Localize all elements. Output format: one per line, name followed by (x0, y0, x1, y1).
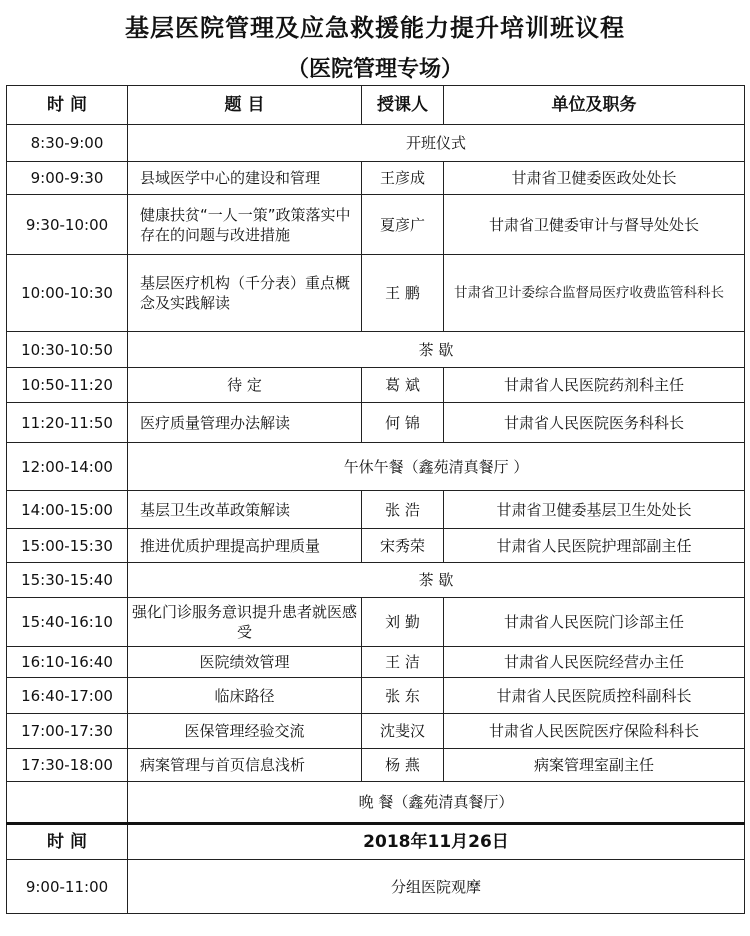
speaker-cell: 夏彦广 (362, 195, 444, 255)
time-cell: 10:30-10:50 (7, 332, 128, 368)
table-row (7, 162, 745, 195)
speaker-cell: 宋秀荣 (362, 529, 444, 563)
table-row (7, 443, 745, 491)
speaker-cell: 刘 勤 (362, 598, 444, 647)
speaker-cell: 张 浩 (362, 491, 444, 529)
day2-date: 2018年11月26日 (128, 824, 745, 860)
speaker-cell: 王 鹏 (362, 255, 444, 332)
unit-cell: 甘肃省卫健委审计与督导处处长 (444, 195, 745, 255)
time-cell: 11:20-11:50 (7, 403, 128, 443)
topic-cell: 医保管理经验交流 (128, 714, 362, 749)
time-cell: 17:00-17:30 (7, 714, 128, 749)
time-cell: 10:50-11:20 (7, 368, 128, 403)
speaker-cell: 何 锦 (362, 403, 444, 443)
header-unit: 单位及职务 (444, 86, 745, 125)
dinner-row (7, 782, 745, 824)
table-row (7, 491, 745, 529)
time-cell: 15:40-16:10 (7, 598, 128, 647)
header-speaker: 授课人 (362, 86, 444, 125)
table-row (7, 368, 745, 403)
topic-cell: 病案管理与首页信息浅析 (128, 749, 362, 782)
unit-cell: 甘肃省卫健委基层卫生处处长 (444, 491, 745, 529)
table-row (7, 749, 745, 782)
day2-header-row (7, 824, 745, 860)
topic-cell: 待 定 (128, 368, 362, 403)
page-title: 基层医院管理及应急救援能力提升培训班议程 (125, 14, 625, 42)
time-cell: 8:30-9:00 (7, 125, 128, 162)
table-row (7, 332, 745, 368)
time-cell: 16:40-17:00 (7, 678, 128, 714)
topic-cell: 基层卫生改革政策解读 (128, 491, 362, 529)
time-cell: 17:30-18:00 (7, 749, 128, 782)
span-cell: 开班仪式 (128, 125, 745, 162)
topic-cell: 临床路径 (128, 678, 362, 714)
table-row (7, 529, 745, 563)
table-row (7, 860, 745, 914)
day2-time-header: 时 间 (7, 824, 128, 860)
span-cell: 茶 歇 (128, 563, 745, 598)
speaker-cell: 王 洁 (362, 647, 444, 678)
speaker-cell: 葛 斌 (362, 368, 444, 403)
activity-cell: 分组医院观摩 (128, 860, 745, 914)
unit-cell: 甘肃省人民医院医疗保险科科长 (444, 714, 745, 749)
table-row (7, 647, 745, 678)
time-cell: 9:30-10:00 (7, 195, 128, 255)
time-cell: 15:30-15:40 (7, 563, 128, 598)
table-row (7, 678, 745, 714)
unit-cell: 甘肃省人民医院护理部副主任 (444, 529, 745, 563)
speaker-cell: 杨 燕 (362, 749, 444, 782)
time-cell: 16:10-16:40 (7, 647, 128, 678)
table-row (7, 403, 745, 443)
unit-cell: 病案管理室副主任 (444, 749, 745, 782)
table-row (7, 195, 745, 255)
table-row (7, 714, 745, 749)
unit-cell: 甘肃省卫健委医政处处长 (444, 162, 745, 195)
span-cell: 午休午餐（鑫苑清真餐厅 ） (128, 443, 745, 491)
speaker-cell: 王彦成 (362, 162, 444, 195)
topic-cell: 医疗质量管理办法解读 (128, 403, 362, 443)
unit-cell: 甘肃省人民医院经营办主任 (444, 647, 745, 678)
table-row (7, 125, 745, 162)
span-cell: 茶 歇 (128, 332, 745, 368)
table-row (7, 563, 745, 598)
time-cell: 14:00-15:00 (7, 491, 128, 529)
speaker-cell: 沈斐汉 (362, 714, 444, 749)
unit-cell: 甘肃省人民医院药剂科主任 (444, 368, 745, 403)
topic-cell: 强化门诊服务意识提升患者就医感受 (128, 598, 362, 647)
time-cell (7, 782, 128, 824)
topic-cell: 县域医学中心的建设和管理 (128, 162, 362, 195)
topic-cell: 推进优质护理提高护理质量 (128, 529, 362, 563)
header-time: 时 间 (7, 86, 128, 125)
table-row (7, 255, 745, 332)
time-cell: 15:00-15:30 (7, 529, 128, 563)
topic-cell: 医院绩效管理 (128, 647, 362, 678)
topic-cell: 基层医疗机构（千分表）重点概念及实践解读 (128, 255, 362, 332)
page-subtitle: （医院管理专场） (286, 57, 463, 82)
unit-cell: 甘肃省卫计委综合监督局医疗收费监管科科长 (444, 255, 745, 332)
unit-cell: 甘肃省人民医院门诊部主任 (444, 598, 745, 647)
agenda-table (6, 85, 745, 914)
topic-cell: 健康扶贫“一人一策”政策落实中存在的问题与改进措施 (128, 195, 362, 255)
time-cell: 12:00-14:00 (7, 443, 128, 491)
table-row (7, 598, 745, 647)
header-topic: 题 目 (128, 86, 362, 125)
time-cell: 9:00-9:30 (7, 162, 128, 195)
dinner-cell: 晚 餐（鑫苑清真餐厅） (128, 782, 745, 824)
header-row (7, 86, 745, 125)
time-cell: 9:00-11:00 (7, 860, 128, 914)
speaker-cell: 张 东 (362, 678, 444, 714)
unit-cell: 甘肃省人民医院医务科科长 (444, 403, 745, 443)
time-cell: 10:00-10:30 (7, 255, 128, 332)
unit-cell: 甘肃省人民医院质控科副科长 (444, 678, 745, 714)
